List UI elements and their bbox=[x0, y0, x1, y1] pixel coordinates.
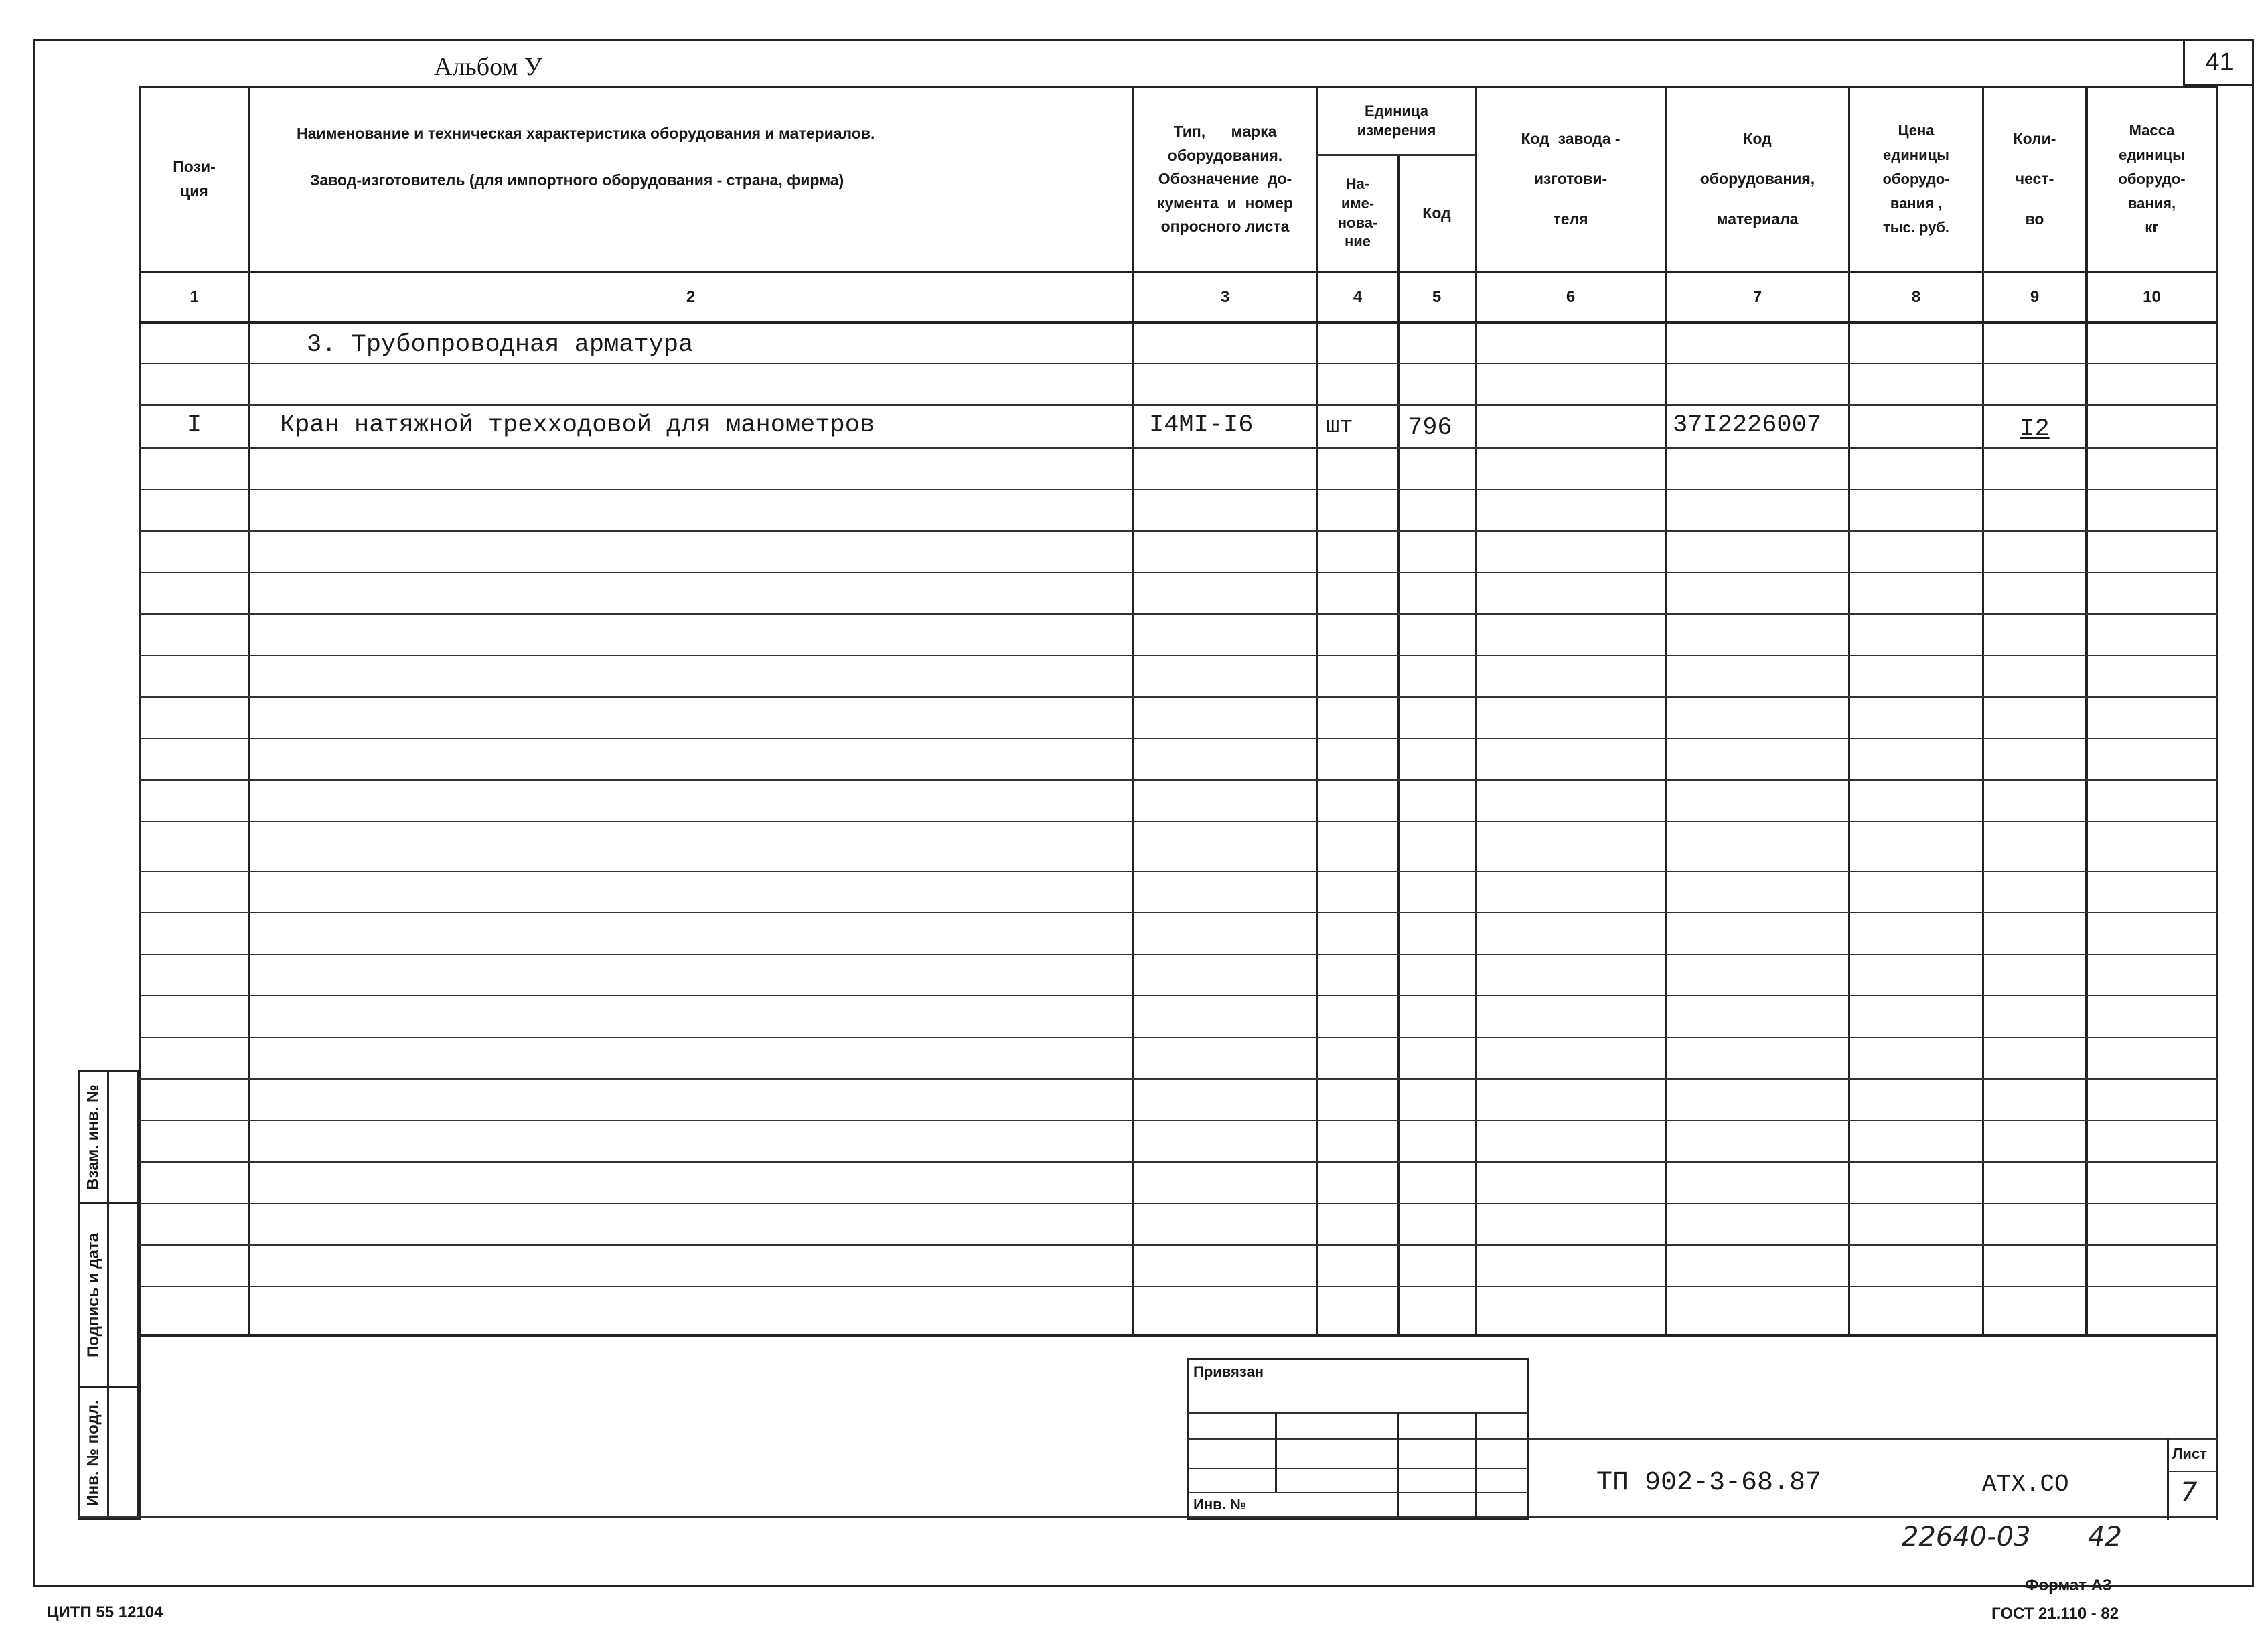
row-line bbox=[139, 447, 2218, 449]
stamp-divider bbox=[107, 1070, 109, 1520]
row-line bbox=[139, 871, 2218, 872]
footer-code: ЦИТП 55 12104 bbox=[47, 1603, 163, 1621]
header-unit-name: На- име- нова- ние bbox=[1337, 175, 1378, 250]
row-line bbox=[139, 613, 2218, 615]
archive-number: 22640-03 bbox=[1902, 1521, 2031, 1552]
stamp-inv-podl bbox=[80, 1388, 107, 1519]
colnum-8: 8 bbox=[1911, 288, 1921, 306]
item-position: I bbox=[186, 411, 202, 439]
row-line bbox=[139, 572, 2218, 573]
col-line-2 bbox=[1132, 86, 1134, 1337]
header-unit-code: Код bbox=[1422, 204, 1451, 222]
colnum-10: 10 bbox=[2143, 288, 2161, 306]
header-mass: Масса единицы оборудо- вания, кг bbox=[2118, 122, 2186, 236]
row-line bbox=[139, 363, 2218, 364]
specification-table bbox=[139, 86, 2218, 1337]
binding-line-1 bbox=[1187, 1412, 1529, 1414]
binding-col-2 bbox=[1397, 1412, 1399, 1520]
row-line bbox=[139, 912, 2218, 913]
colnum-6: 6 bbox=[1566, 288, 1576, 306]
archive-suffix: 42 bbox=[2088, 1521, 2122, 1552]
row-line bbox=[139, 696, 2218, 698]
sheet-value: 7 bbox=[2180, 1477, 2198, 1508]
header-position: Пози- ция bbox=[173, 158, 216, 200]
row-line bbox=[139, 954, 2218, 955]
row-line bbox=[139, 1203, 2218, 1204]
binding-label: Привязан bbox=[1193, 1363, 1264, 1380]
header-unit-group: Единица измерения bbox=[1357, 102, 1436, 139]
row-line bbox=[139, 1120, 2218, 1121]
binding-col-1 bbox=[1275, 1412, 1277, 1492]
sheet-box-left bbox=[2167, 1438, 2169, 1520]
stamp-zam-inv-label: Взам. инв. № bbox=[84, 1084, 103, 1190]
col-line-1 bbox=[248, 86, 250, 1337]
document-id: ТП 902-3-68.87 bbox=[1596, 1468, 1822, 1498]
item-type: I4MI-I6 bbox=[1149, 411, 1254, 439]
item-equipment-code: 37I2226007 bbox=[1673, 411, 1822, 439]
item-unit-name: шт bbox=[1326, 414, 1353, 439]
footer-gost: ГОСТ 21.110 - 82 bbox=[1991, 1605, 2119, 1623]
stamp-inv-podl-label: Инв. № подл. bbox=[84, 1400, 102, 1507]
row-line bbox=[139, 779, 2218, 781]
sheet-label: Лист bbox=[2172, 1445, 2207, 1462]
binding-line-4 bbox=[1187, 1492, 1529, 1493]
document-mark: АТХ.СО bbox=[1982, 1471, 2069, 1498]
row-line bbox=[139, 489, 2218, 490]
item-name: Кран натяжной трехходовой для манометров bbox=[280, 411, 875, 439]
header-equipment-code: Код оборудования, материала bbox=[1699, 130, 1815, 228]
colnum-3: 3 bbox=[1220, 288, 1230, 306]
colnum-2: 2 bbox=[686, 288, 696, 306]
row-line bbox=[139, 530, 2218, 532]
item-quantity: I2 bbox=[2020, 415, 2050, 443]
row-line bbox=[139, 1161, 2218, 1163]
col-line-9 bbox=[2085, 86, 2088, 1337]
bottom-right-line bbox=[2216, 1334, 2218, 1520]
row-line bbox=[139, 1078, 2218, 1080]
binding-col-3 bbox=[1475, 1412, 1477, 1520]
header-type: Тип, марка оборудования. Обозначение до- кумента и номер опросного листа bbox=[1157, 122, 1293, 236]
header-name-line2: Завод-изготовитель (для импортного оборудования - страна, фирма) bbox=[310, 171, 844, 190]
col-line-7 bbox=[1848, 86, 1850, 1337]
bottom-left-line bbox=[139, 1334, 141, 1520]
sheet-box-mid bbox=[2167, 1471, 2218, 1472]
row-line bbox=[139, 655, 2218, 656]
header-bottom-line bbox=[139, 271, 2218, 273]
row-line bbox=[139, 1286, 2218, 1287]
header-name-line1: Наименование и техническая характеристика оборудования и материалов. bbox=[297, 125, 875, 143]
header-quantity: Коли- чест- во bbox=[2013, 130, 2056, 228]
colnum-bottom-line bbox=[139, 321, 2218, 324]
header-factory-code: Код завода - изготови- теля bbox=[1521, 130, 1620, 228]
stamp-sign-date bbox=[80, 1203, 107, 1387]
row-line bbox=[139, 1037, 2218, 1038]
table-right-border bbox=[2216, 86, 2218, 1337]
col-line-5 bbox=[1475, 86, 1477, 1337]
section-title: 3. Трубопроводная арматура bbox=[307, 331, 694, 359]
footer-format: Формат А3 bbox=[2025, 1576, 2112, 1594]
inventory-label: Инв. № bbox=[1193, 1496, 1247, 1513]
bottom-frame-line bbox=[78, 1516, 2218, 1518]
stamp-sign-date-label: Подпись и дата bbox=[84, 1233, 103, 1357]
header-price: Цена единицы оборудо- вания , тыс. руб. bbox=[1882, 122, 1950, 236]
album-title: Альбом У bbox=[434, 53, 542, 81]
col-line-3 bbox=[1316, 86, 1318, 1337]
row-line bbox=[139, 738, 2218, 739]
col-line-8 bbox=[1982, 86, 1984, 1337]
stamp-zam-inv bbox=[80, 1071, 107, 1203]
colnum-5: 5 bbox=[1432, 288, 1442, 306]
colnum-4: 4 bbox=[1353, 288, 1363, 306]
colnum-1: 1 bbox=[190, 288, 199, 306]
row-line bbox=[139, 821, 2218, 822]
col-line-6 bbox=[1665, 86, 1667, 1337]
title-line bbox=[1529, 1438, 2218, 1440]
item-unit-code: 796 bbox=[1408, 414, 1452, 442]
row-line bbox=[139, 1244, 2218, 1246]
table-bottom-line bbox=[139, 1334, 2218, 1337]
binding-line-3 bbox=[1187, 1468, 1529, 1469]
colnum-9: 9 bbox=[2030, 288, 2040, 306]
page-number: 41 bbox=[2183, 39, 2254, 86]
row-line bbox=[139, 404, 2218, 406]
col-line-4 bbox=[1397, 154, 1400, 1337]
colnum-7: 7 bbox=[1752, 288, 1762, 306]
binding-line-2 bbox=[1187, 1438, 1529, 1440]
row-line bbox=[139, 995, 2218, 996]
